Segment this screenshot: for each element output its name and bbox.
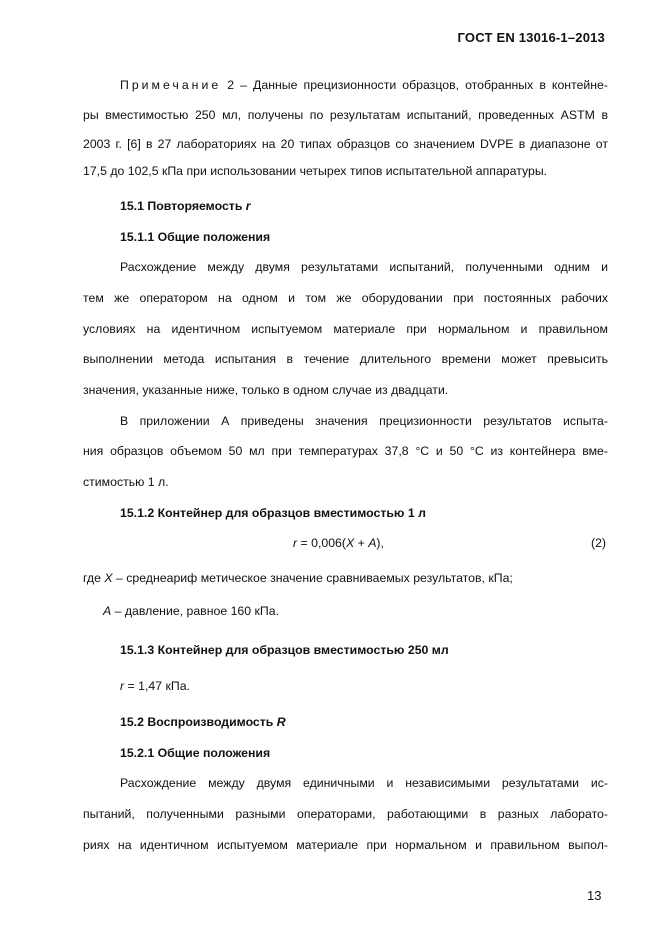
where-a-desc: – давление, равное 160 кПа. [111,604,279,618]
equation-number: (2) [591,536,607,550]
note-line-3: 2003 г. [6] в 27 лабораториях на 20 типах образцов со значением DVPE в диапазоне от [83,137,608,151]
para2-line-1: В приложении А приведены значения прецизионности результатов испыта- [120,414,608,428]
equation-2 [293,535,384,551]
eq-var-r: r [293,536,298,550]
eq-var-a: A [368,536,377,550]
eq-plus: + [354,536,369,550]
section-15-2-var: R [276,715,286,729]
para2-line-2: ния образцов объемом 50 мл при температурах 37,8 °С и 50 °С из контейнера вме- [83,444,608,458]
section-15-2-1-heading: 15.2.1 Общие положения [120,746,271,760]
where-x-desc: – среднеариф метическое значение сравниваемых результатов, кПа; [112,571,513,585]
section-15-2-heading [120,714,286,730]
para1-line-1: Расхождение между двумя результатами испытаний, полученными одним и [120,260,608,274]
r-value-text: = 1,47 кПа. [124,679,190,693]
section-15-1-2-heading: 15.1.2 Контейнер для образцов вместимостью 1 л [120,506,426,520]
para3-line-1: Расхождение между двумя единичными и независимыми результатами ис- [120,776,608,790]
para2-line-3: стимостью 1 л. [83,475,169,489]
note-line-1 [120,77,608,93]
para1-line-4: выполнении метода испытания в течение длительного времени может превысить [83,352,608,366]
section-15-1-var: r [245,199,251,213]
where-prefix: где [83,571,105,585]
r-value-line [120,678,190,694]
section-15-1-1-heading: 15.1.1 Общие положения [120,230,271,244]
eq-close: ), [376,536,384,550]
section-15-1-title: 15.1 Повторяемость [120,199,246,213]
where-x-line [83,570,513,586]
para1-line-2: тем же оператором на одном и том же оборудовании при постоянных рабочих [83,291,608,305]
note-line-1-text: 2 – Данные прецизионности образцов, отобранных в контейне- [221,78,608,92]
section-15-1-3-heading: 15.1.3 Контейнер для образцов вместимостью 250 мл [120,643,449,657]
eq-part: = 0,006( [297,536,346,550]
where-var-a: A [103,604,112,618]
page-number: 13 [587,888,602,903]
where-a-line [103,603,279,619]
eq-var-x: X [346,536,355,550]
section-15-1-heading [120,198,251,214]
section-15-2-title: 15.2 Воспроизводимость [120,715,277,729]
document-code: ГОСТ EN 13016-1–2013 [457,30,605,45]
where-var-x: X [104,571,113,585]
para3-line-3: риях на идентичном испытуемом материале при нормальном и правильном выпол- [83,838,608,852]
note-line-4: 17,5 до 102,5 кПа при использовании четырех типов испытательной аппаратуры. [83,164,548,178]
r-value-var: r [120,679,125,693]
note-line-2: ры вместимостью 250 мл, получены по результатам испытаний, проведенных ASTM в [83,108,608,122]
para1-line-5: значения, указанные ниже, только в одном случае из двадцати. [83,383,449,397]
para1-line-3: условиях на идентичном испытуемом материале при нормальном и правильном [83,322,608,336]
note-label: Примечание [120,78,222,92]
para3-line-2: пытаний, полученными разными операторами, работающими в разных лаборато- [83,807,608,821]
